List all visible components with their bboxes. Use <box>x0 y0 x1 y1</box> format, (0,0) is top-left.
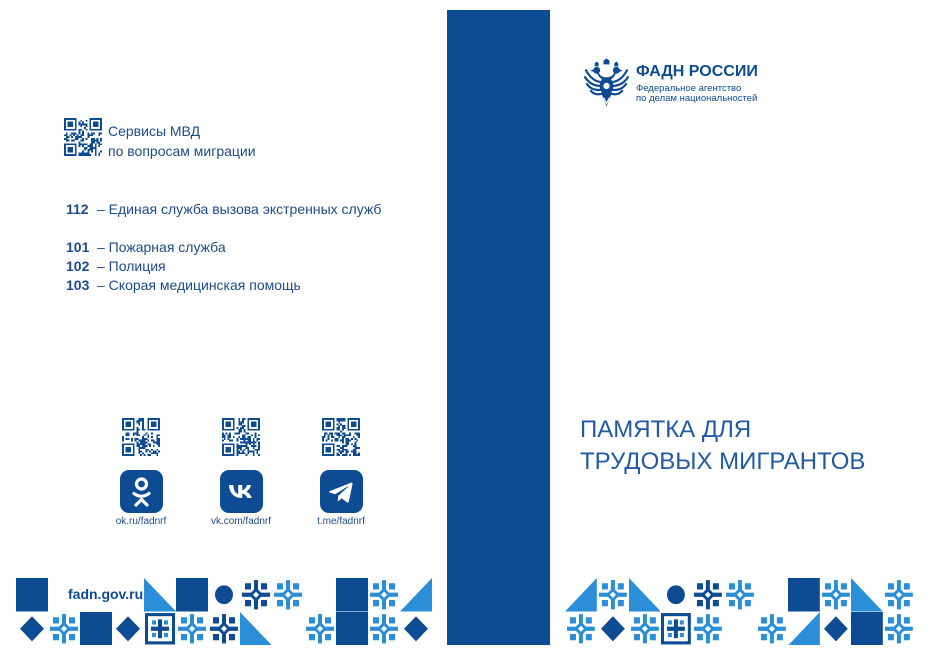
pattern-tile <box>80 612 112 646</box>
qr-code-ok <box>122 418 160 456</box>
pattern-tile <box>48 612 80 646</box>
emergency-number-row <box>66 257 166 276</box>
org-subtitle-line1: Федеральное агентство <box>636 83 742 94</box>
pattern-tile <box>883 578 915 612</box>
vk-icon[interactable] <box>220 470 263 513</box>
pattern-tile <box>272 578 304 612</box>
spine-band <box>447 10 550 645</box>
pattern-tile <box>565 578 597 612</box>
pattern-tile <box>660 578 692 612</box>
pattern-tile <box>692 612 724 646</box>
mvd-qr-code <box>64 118 102 156</box>
pattern-tile <box>368 612 400 646</box>
pattern-tile <box>788 612 820 646</box>
vk-link[interactable]: vk.com/fadnrf <box>210 516 272 527</box>
pattern-tile <box>16 578 48 612</box>
back-cover <box>0 0 447 664</box>
page-title <box>580 414 865 478</box>
pattern-tile <box>851 612 883 646</box>
social-vk <box>191 418 291 528</box>
pattern-tile <box>240 578 272 612</box>
pattern-tile <box>272 612 304 646</box>
emergency-code: 103 <box>66 277 90 293</box>
pattern-tile <box>176 612 208 646</box>
pattern-tile <box>629 612 661 646</box>
social-ok <box>91 418 191 528</box>
emergency-label: – Единая служба вызова экстренных служб <box>97 201 382 217</box>
double-headed-eagle-icon <box>583 58 630 108</box>
pattern-tile <box>16 612 48 646</box>
pattern-tile <box>368 578 400 612</box>
pattern-tile <box>240 612 272 646</box>
mvd-services-caption <box>108 121 256 161</box>
org-name: ФАДН РОССИИ <box>636 63 758 80</box>
pattern-tile <box>756 578 788 612</box>
org-subtitle <box>636 84 757 104</box>
emergency-number-row <box>66 200 381 219</box>
pattern-tile <box>208 578 240 612</box>
pattern-tile <box>144 578 176 612</box>
telegram-icon[interactable] <box>320 470 363 513</box>
ornament-strip-right <box>565 578 915 645</box>
pattern-tile <box>851 578 883 612</box>
pattern-tile <box>304 578 336 612</box>
pattern-tile <box>336 578 368 612</box>
org-subtitle-line2: по делам национальностей <box>636 93 758 104</box>
pattern-tile <box>400 612 432 646</box>
emergency-label: – Пожарная служба <box>97 239 226 255</box>
pattern-tile <box>820 578 852 612</box>
pattern-tile <box>565 612 597 646</box>
emergency-label: – Полиция <box>97 258 166 274</box>
emergency-code: 101 <box>66 239 90 255</box>
qr-code-vk <box>222 418 260 456</box>
pattern-tile <box>597 612 629 646</box>
mvd-services-line1: Сервисы МВД <box>108 123 201 139</box>
emergency-code: 102 <box>66 258 90 274</box>
pattern-tile <box>144 612 176 646</box>
pattern-tile <box>629 578 661 612</box>
title-line2: ТРУДОВЫХ МИГРАНТОВ <box>580 448 866 475</box>
pattern-tile <box>883 612 915 646</box>
website-link[interactable]: fadn.gov.ru <box>68 586 144 602</box>
mvd-services-line2: по вопросам миграции <box>108 143 256 159</box>
pattern-tile <box>788 578 820 612</box>
pattern-tile <box>820 612 852 646</box>
qr-code-telegram <box>322 418 360 456</box>
title-line1: ПАМЯТКА ДЛЯ <box>580 416 752 443</box>
emergency-label: – Скорая медицинская помощь <box>97 277 301 293</box>
ok-link[interactable]: ok.ru/fadnrf <box>115 516 167 527</box>
pattern-tile <box>336 612 368 646</box>
pattern-tile <box>756 612 788 646</box>
telegram-link[interactable]: t.me/fadnrf <box>317 516 365 527</box>
emergency-number-row <box>66 276 301 295</box>
pattern-tile <box>304 612 336 646</box>
pattern-tile <box>208 612 240 646</box>
odnoklassniki-icon[interactable] <box>120 470 163 513</box>
front-cover <box>550 0 930 664</box>
pattern-tile <box>660 612 692 646</box>
pattern-tile <box>724 612 756 646</box>
pattern-tile <box>400 578 432 612</box>
pattern-tile <box>724 578 756 612</box>
pattern-tile <box>112 612 144 646</box>
emergency-number-row <box>66 238 226 257</box>
pattern-tile <box>176 578 208 612</box>
social-telegram <box>291 418 391 528</box>
emergency-code: 112 <box>66 201 89 217</box>
pattern-tile <box>692 578 724 612</box>
pattern-tile <box>597 578 629 612</box>
